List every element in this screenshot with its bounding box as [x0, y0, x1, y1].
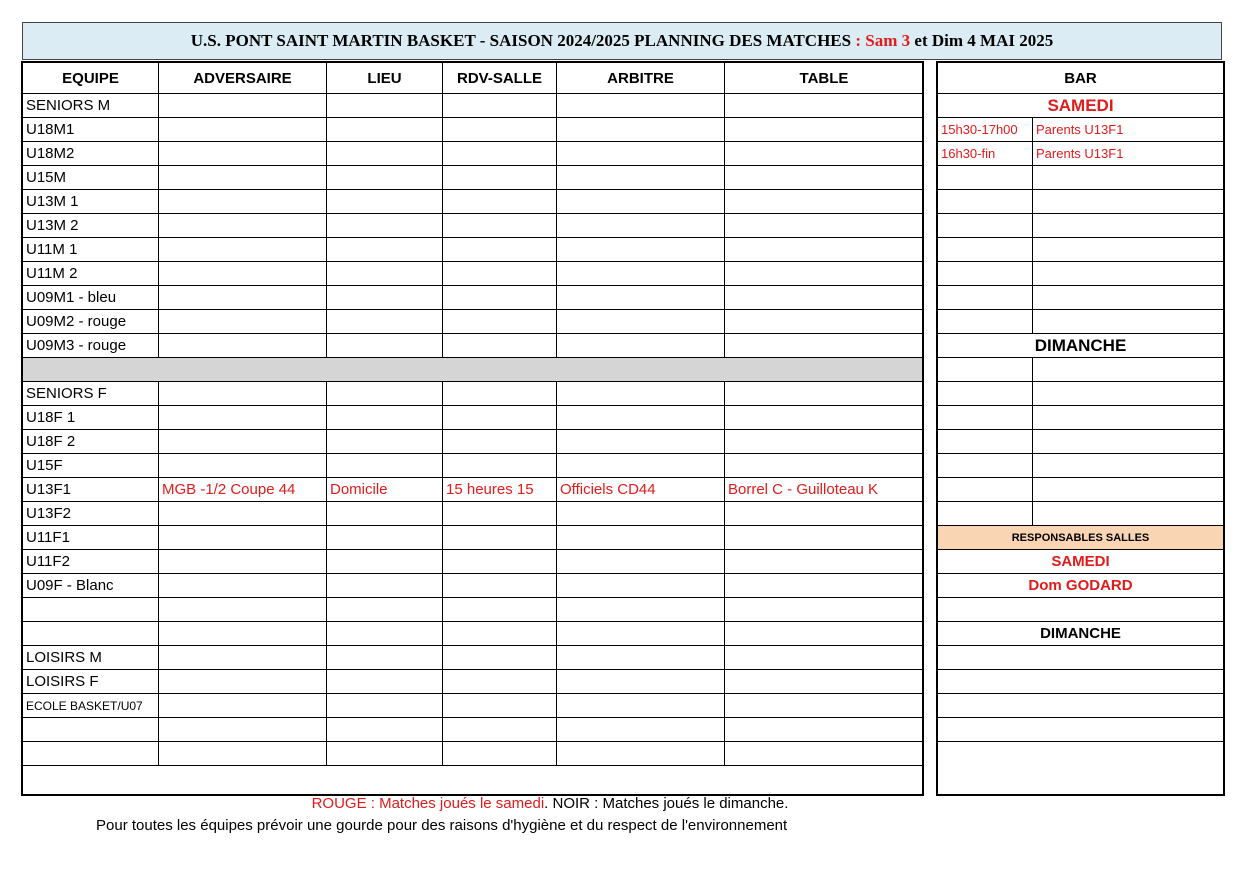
cell-equipe: U15F — [23, 454, 159, 478]
cell-equipe: U11F1 — [23, 526, 159, 550]
bar-slot-time: 15h30-17h00 — [938, 118, 1033, 142]
cell-equipe: U18M1 — [23, 118, 159, 142]
cell-equipe: U15M — [23, 166, 159, 190]
cell-arbitre: Officiels CD44 — [557, 478, 725, 502]
cell-equipe: U13F1 — [23, 478, 159, 502]
cell-lieu: Domicile — [327, 478, 443, 502]
col-header-equipe: EQUIPE — [23, 63, 159, 94]
cell-equipe: U11M 2 — [23, 262, 159, 286]
title-main: U.S. PONT SAINT MARTIN BASKET - SAISON 2024/2025 PLANNING DES MATCHES — [190, 31, 852, 50]
cell-equipe: U13M 2 — [23, 214, 159, 238]
col-header-arbitre: ARBITRE — [557, 63, 725, 94]
resp-samedi-name: Dom GODARD — [938, 574, 1224, 598]
col-header-rdv-salle: RDV-SALLE — [443, 63, 557, 94]
cell-equipe: ECOLE BASKET/U07 — [23, 694, 159, 718]
cell-equipe: U18F 2 — [23, 430, 159, 454]
legend-line — [0, 795, 1100, 812]
bar-samedi-label: SAMEDI — [938, 94, 1224, 118]
cell-equipe: U13F2 — [23, 502, 159, 526]
bar-slot-who: Parents U13F1 — [1033, 118, 1224, 142]
title-saturday: Sam 3 — [865, 31, 911, 50]
cell-equipe: U09M3 - rouge — [23, 334, 159, 358]
cell-equipe: LOISIRS F — [23, 670, 159, 694]
cell-rdv-salle: 15 heures 15 — [443, 478, 557, 502]
cell-equipe: U09M2 - rouge — [23, 310, 159, 334]
main-table-frame — [21, 61, 924, 796]
title-colon: : — [851, 31, 866, 50]
col-header-table: TABLE — [725, 63, 924, 94]
legend-rouge: ROUGE : Matches joués le samedi — [311, 795, 545, 812]
cell-equipe: U13M 1 — [23, 190, 159, 214]
cell-equipe: LOISIRS M — [23, 646, 159, 670]
title-rest: et Dim 4 MAI 2025 — [910, 31, 1054, 50]
legend-noir: . NOIR : Matches joués le dimanche. — [544, 795, 789, 812]
resp-samedi-label: SAMEDI — [938, 550, 1224, 574]
col-header-lieu: LIEU — [327, 63, 443, 94]
cell-table: Borrel C - Guilloteau K — [725, 478, 924, 502]
page-title — [22, 22, 1222, 60]
cell-equipe: SENIORS M — [23, 94, 159, 118]
resp-dimanche-label: DIMANCHE — [938, 622, 1224, 646]
cell-equipe: U11F2 — [23, 550, 159, 574]
footer-note: Pour toutes les équipes prévoir une gourde pour des raisons d'hygiène et du respect de l'environnement — [96, 817, 788, 834]
cell-equipe: U18M2 — [23, 142, 159, 166]
responsables-salles-header: RESPONSABLES SALLES — [938, 526, 1224, 550]
bar-dimanche-label: DIMANCHE — [938, 334, 1224, 358]
cell-equipe: U11M 1 — [23, 238, 159, 262]
cell-equipe: U09M1 - bleu — [23, 286, 159, 310]
bar-header: BAR — [938, 63, 1224, 94]
cell-equipe: SENIORS F — [23, 382, 159, 406]
col-header-adversaire: ADVERSAIRE — [159, 63, 327, 94]
bar-table-frame — [936, 61, 1225, 796]
bar-slot-who: Parents U13F1 — [1033, 142, 1224, 166]
cell-equipe: U09F - Blanc — [23, 574, 159, 598]
cell-adversaire: MGB -1/2 Coupe 44 — [159, 478, 327, 502]
cell-equipe: U18F 1 — [23, 406, 159, 430]
bar-slot-time: 16h30-fin — [938, 142, 1033, 166]
column-gap — [923, 62, 937, 795]
